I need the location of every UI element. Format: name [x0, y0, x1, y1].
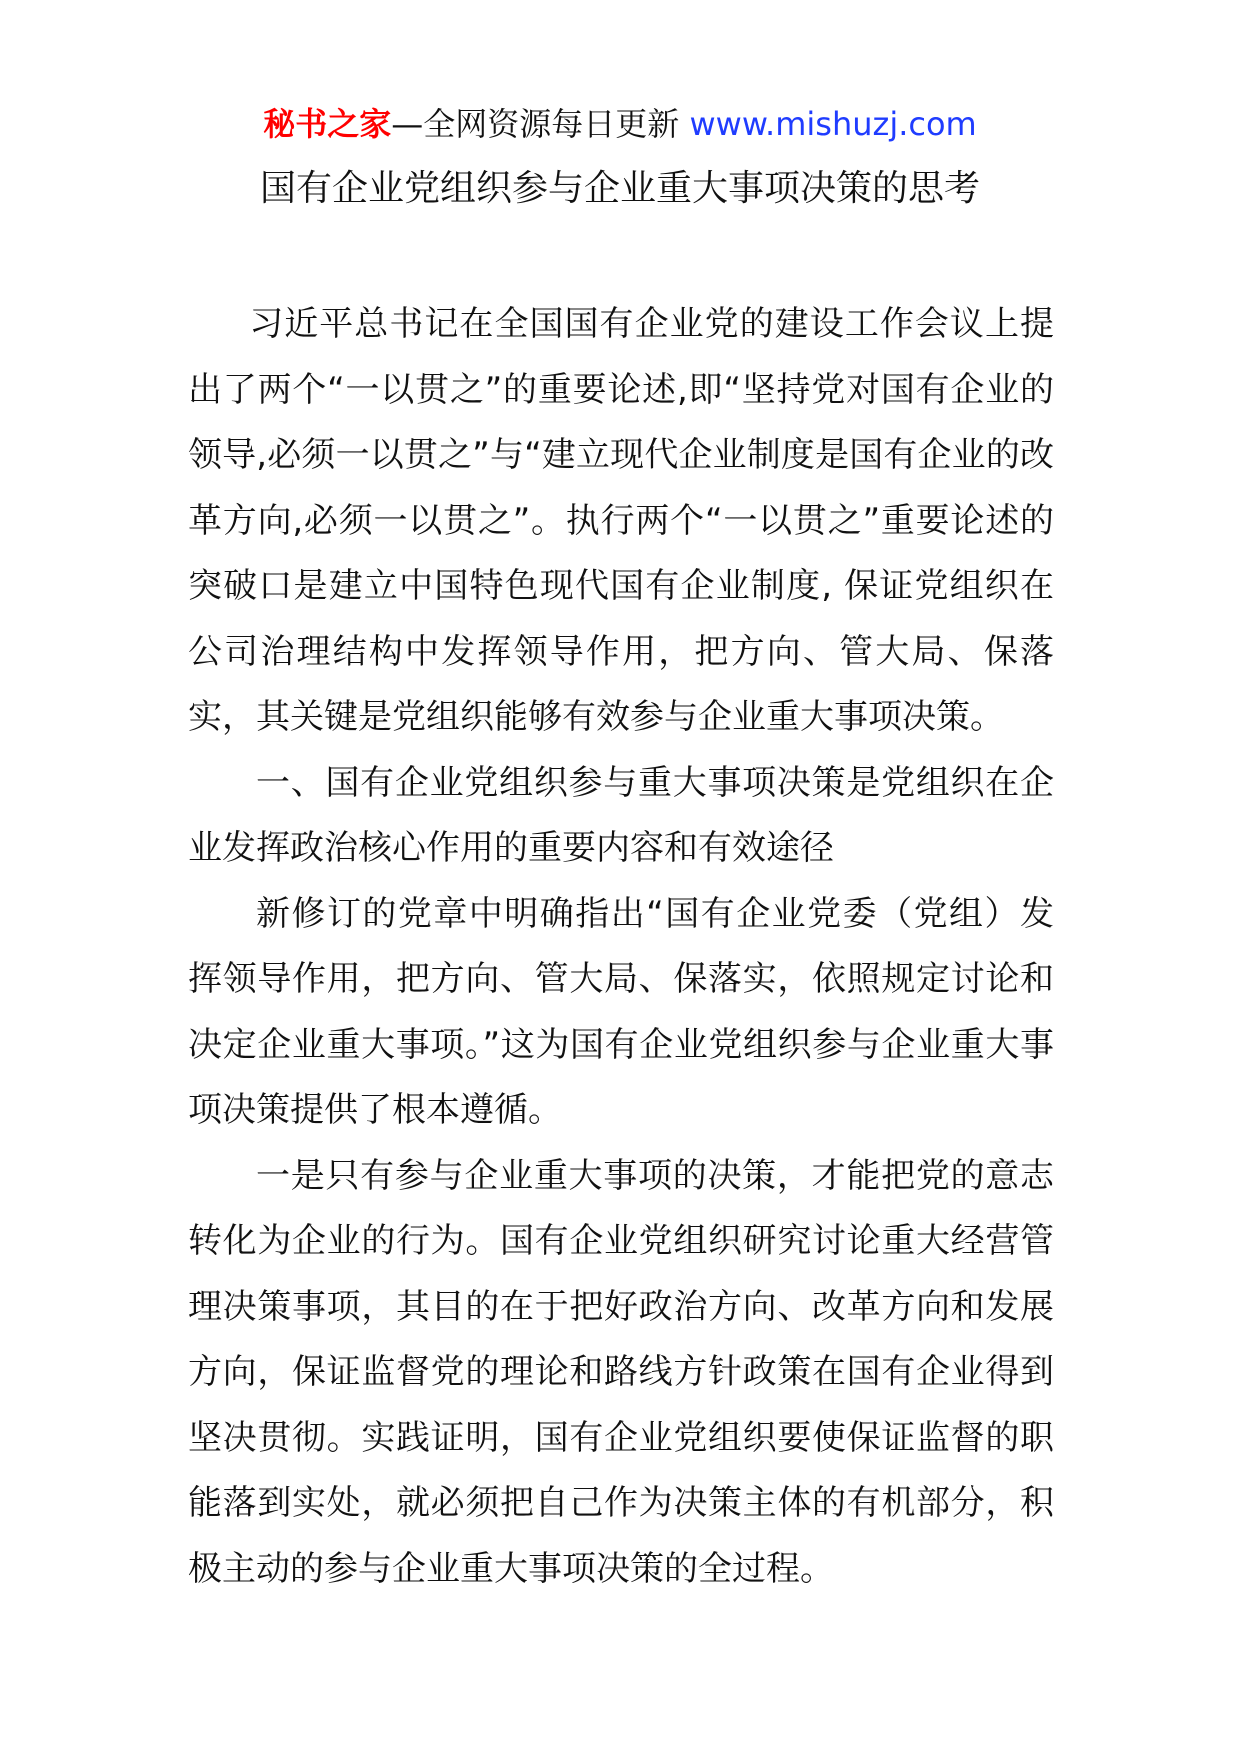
- site-url-link[interactable]: www.mishuzj.com: [689, 105, 977, 143]
- paragraph-intro: 习近平总书记在全国国有企业党的建设工作会议上提出了两个“一以贯之”的重要论述,即“坚持党对国有企业的领导,必须一以贯之”与“建立现代企业制度是国有企业的改革方向,必须一以贯之”。执行两个“一以贯之”重要论述的突破口是建立中国特色现代国有企业制度, 保证党组织在公司治理结构中发挥领导作用，把方向、管大局、保落实，其关键是党组织能够有效参与企业重大事项决策。: [188, 304, 1054, 737]
- header-tagline: —全网资源每日更新: [391, 105, 680, 143]
- document-body: [188, 292, 1054, 1602]
- site-header: [0, 100, 1240, 148]
- brand-name: 秘书之家: [263, 105, 392, 143]
- document-title: 国有企业党组织参与企业重大事项决策的思考: [259, 168, 980, 209]
- paragraph-party-constitution: 新修订的党章中明确指出“国有企业党委（党组）发挥领导作用，把方向、管大局、保落实，依照规定讨论和决定企业重大事项。”这为国有企业党组织参与企业重大事项决策提供了根本遵循。: [188, 893, 1054, 1130]
- section-heading-1: 一、国有企业党组织参与重大事项决策是党组织在企业发挥政治核心作用的重要内容和有效途径: [188, 762, 1054, 868]
- paragraph-point-one: 一是只有参与企业重大事项的决策，才能把党的意志转化为企业的行为。国有企业党组织研究讨论重大经营管理决策事项，其目的在于把好政治方向、改革方向和发展方向，保证监督党的理论和路线方针政策在国有企业得到坚决贯彻。实践证明，国有企业党组织要使保证监督的职能落到实处，就必须把自己作为决策主体的有机部分，积极主动的参与企业重大事项决策的全过程。: [188, 1155, 1054, 1589]
